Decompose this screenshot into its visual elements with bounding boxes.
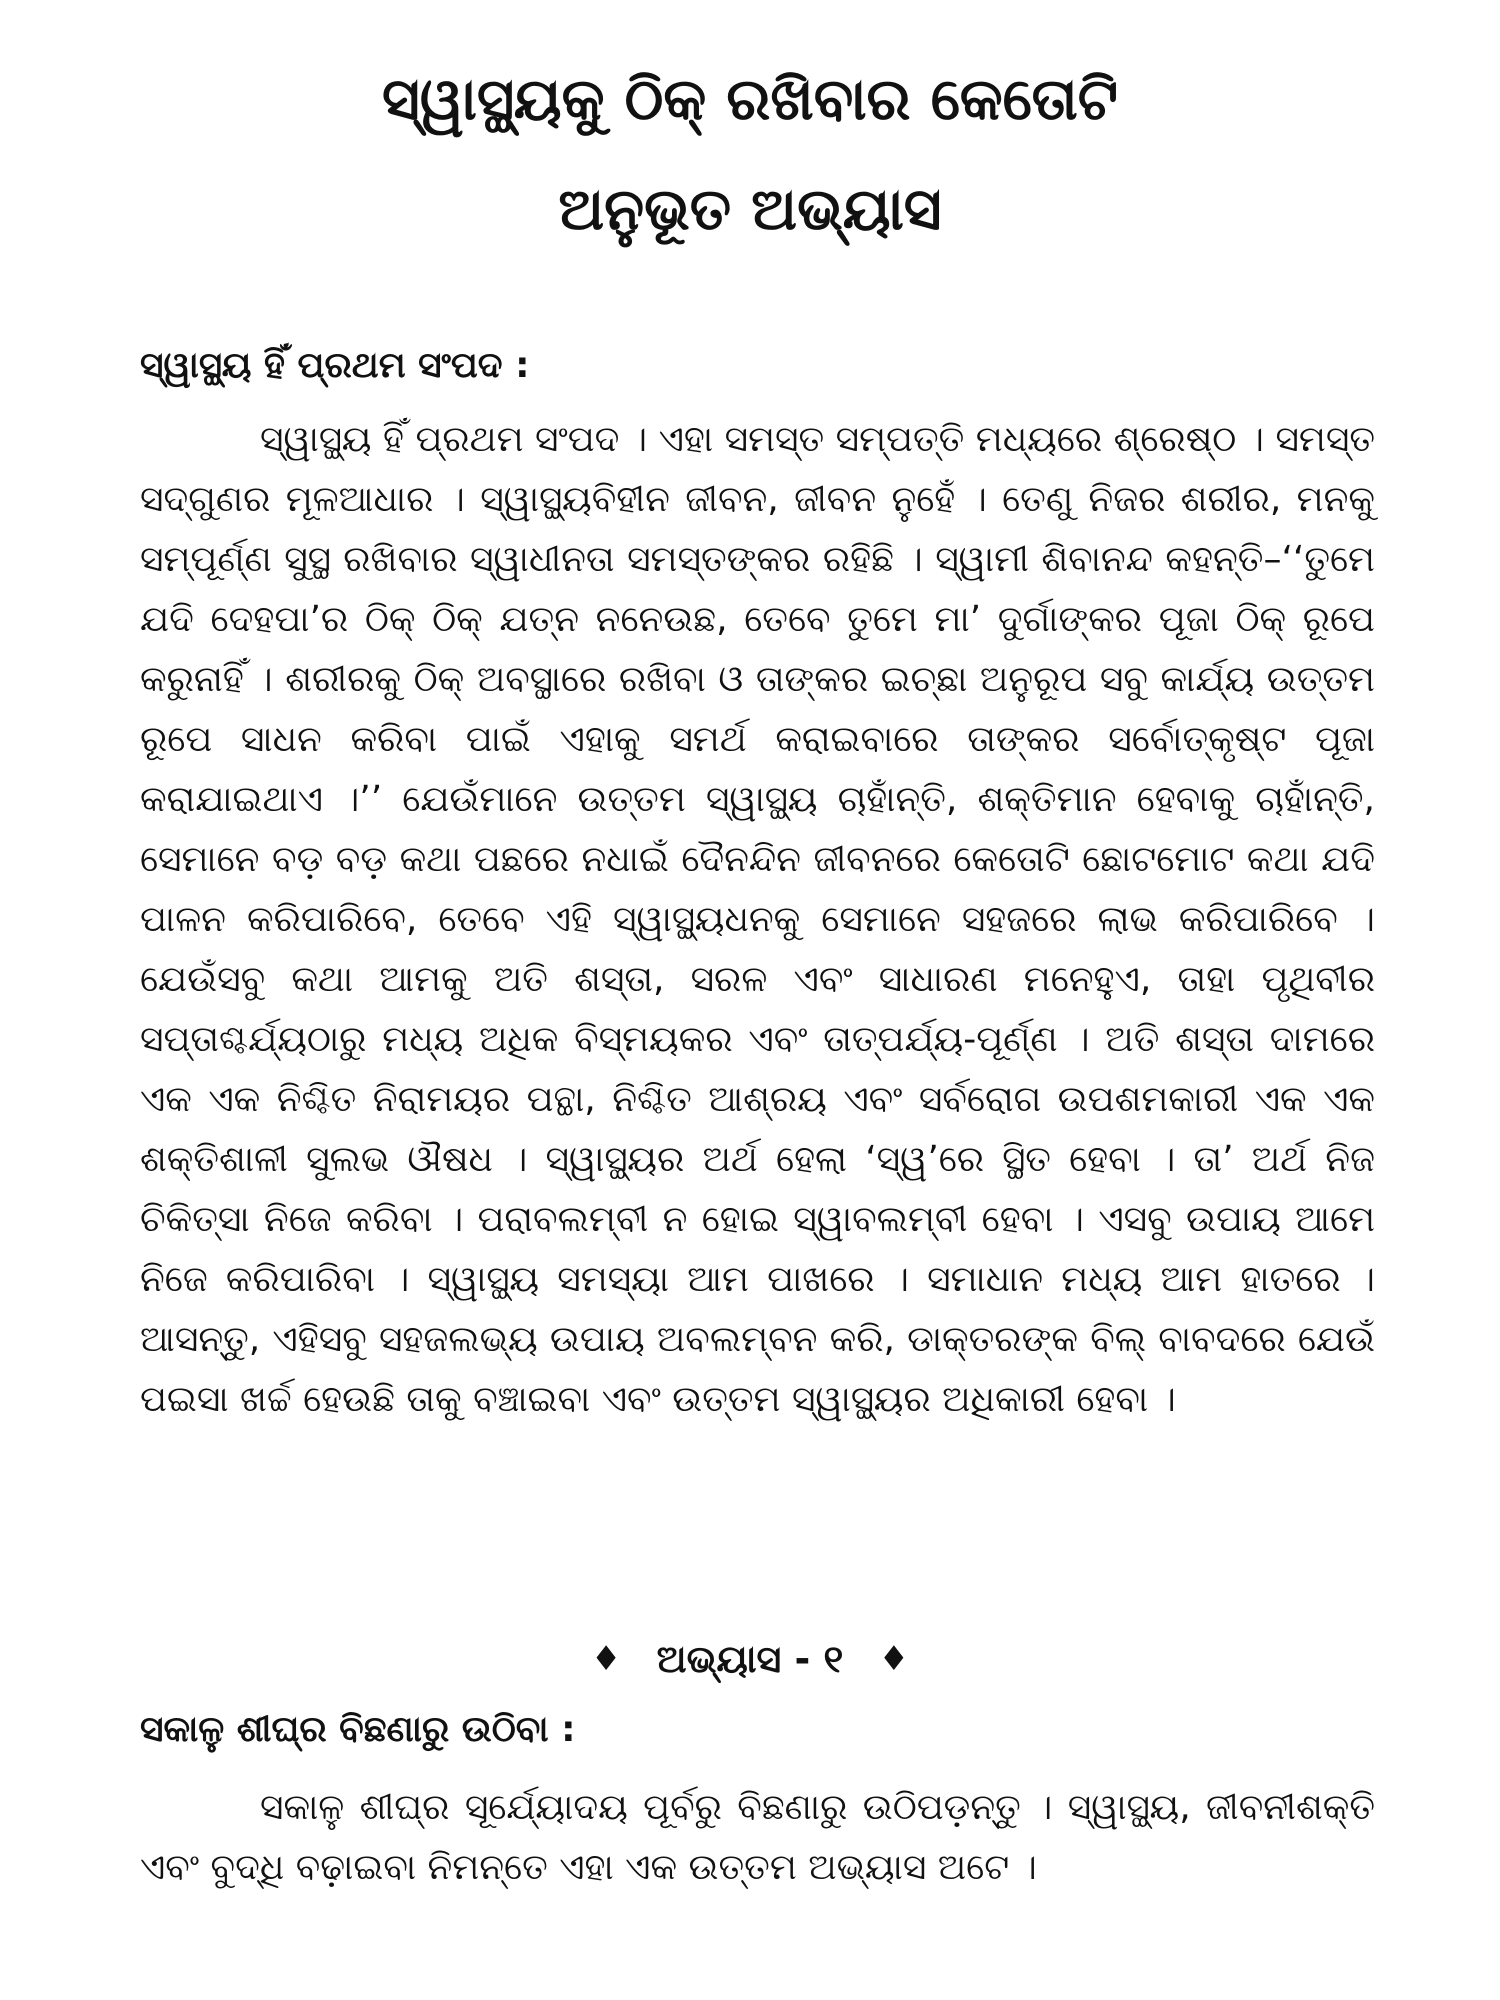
practice-marker-label: ଅଭ୍ୟାସ - ୧ — [656, 1636, 844, 1681]
page-title-line1: ସ୍ୱାସ୍ଥ୍ୟକୁ ଠିକ୍ ରଖିବାର କେତୋଟି — [382, 65, 1118, 133]
section-paragraph-wake-early: ସକାଳୁ ଶୀଘ୍ର ସୂର୍ଯ୍ୟୋଦୟ ପୂର୍ବରୁ ବିଛଣାରୁ ଉଠିପଡ଼ନ୍ତୁ । ସ୍ୱାସ୍ଥ୍ୟ, ଜୀବନୀଶକ୍ତି ଏବଂ ବୁଦ୍ଧି ବଢ଼ାଇବା ନିମନ୍ତେ ଏହା ଏକ ଉତ୍ତମ ଅଭ୍ୟାସ ଅଟେ । — [140, 1787, 1375, 1888]
diamond-right-icon: ♦ — [878, 1638, 910, 1679]
section-heading-wake-early: ସକାଳୁ ଶୀଘ୍ର ବିଛଣାରୁ ଉଠିବା : — [140, 1709, 576, 1750]
practice-marker — [0, 1636, 1500, 1681]
page-title-line2: ଅନୁଭୂତ ଅଭ୍ୟାସ — [558, 175, 942, 243]
section-paragraph-health-wealth: ସ୍ୱାସ୍ଥ୍ୟ ହିଁ ପ୍ରଥମ ସଂପଦ । ଏହା ସମସ୍ତ ସମ୍ପତ୍ତି ମଧ୍ୟରେ ଶ୍ରେଷ୍ଠ । ସମସ୍ତ ସଦ୍‌ଗୁଣର ମୂଳଆଧାର । ସ୍ୱାସ୍ଥ୍ୟବିହୀନ ଜୀବନ, ଜୀବନ ନୁହେଁ । ତେଣୁ ନିଜର ଶରୀର, ମନକୁ ସମ୍ପୂର୍ଣ୍ଣ ସୁସ୍ଥ ରଖିବାର ସ୍ୱାଧୀନତା ସମସ୍ତଙ୍କର ରହିଛି । ସ୍ୱାମୀ ଶିବାନନ୍ଦ କହନ୍ତି–‘‘ତୁମେ ଯଦି ଦେହପା’ର ଠିକ୍ ଠିକ୍ ଯତ୍ନ ନନେଉଛ, ତେବେ ତୁମେ ମା’ ଦୁର୍ଗାଙ୍କର ପୂଜା ଠିକ୍ ରୂପେ କରୁନାହିଁ । ଶରୀରକୁ ଠିକ୍ ଅବସ୍ଥାରେ ରଖିବା ଓ ତାଙ୍କର ଇଚ୍ଛା ଅନୁରୂପ ସବୁ କାର୍ଯ୍ୟ ଉତ୍ତମ ରୂପେ ସାଧନ କରିବା ପାଇଁ ଏହାକୁ ସମର୍ଥ କରାଇବାରେ ତାଙ୍କର ସର୍ବୋତ୍କୃଷ୍ଟ ପୂଜା କରାଯାଇଥାଏ ।’’ ଯେଉଁମାନେ ଉତ୍ତମ ସ୍ୱାସ୍ଥ୍ୟ ଚାହାଁନ୍ତି, ଶକ୍ତିମାନ ହେବାକୁ ଚାହାଁନ୍ତି, ସେମାନେ ବଡ଼ ବଡ଼ କଥା ପଛରେ ନଧାଇଁ ଦୈନନ୍ଦିନ ଜୀବନରେ କେତୋଟି ଛୋଟମୋଟ କଥା ଯଦି ପାଳନ କରିପାରିବେ, ତେବେ ଏହି ସ୍ୱାସ୍ଥ୍ୟଧନକୁ ସେମାନେ ସହଜରେ ଲାଭ କରିପାରିବେ । ଯେଉଁସବୁ କଥା ଆମକୁ ଅତି ଶସ୍ତା, ସରଳ ଏବଂ ସାଧାରଣ ମନେହୁଏ, ତାହା ପୃଥିବୀର ସପ୍ତାଶ୍ଚର୍ଯ୍ୟଠାରୁ ମଧ୍ୟ ଅଧିକ ବିସ୍ମୟକର ଏବଂ ତାତ୍ପର୍ଯ୍ୟ-ପୂର୍ଣ୍ଣ । ଅତି ଶସ୍ତା ଦାମରେ ଏକ ଏକ ନିଶ୍ଚିତ ନିରାମୟର ପନ୍ଥା, ନିଶ୍ଚିତ ଆଶ୍ରୟ ଏବଂ ସର୍ବରୋଗ ଉପଶମକାରୀ ଏକ ଏକ ଶକ୍ତିଶାଳୀ ସୁଲଭ ଔଷଧ । ସ୍ୱାସ୍ଥ୍ୟର ଅର୍ଥ ହେଲା ‘ସ୍ୱ’ରେ ସ୍ଥିତ ହେବା । ତା’ ଅର୍ଥ ନିଜ ଚିକିତ୍ସା ନିଜେ କରିବା । ପରାବଲମ୍ବୀ ନ ହୋଇ ସ୍ୱାବଲମ୍ବୀ ହେବା । ଏସବୁ ଉପାୟ ଆମେ ନିଜେ କରିପାରିବା । ସ୍ୱାସ୍ଥ୍ୟ ସମସ୍ୟା ଆମ ପାଖରେ । ସମାଧାନ ମଧ୍ୟ ଆମ ହାତରେ । ଆସନ୍ତୁ, ଏହିସବୁ ସହଜଲଭ୍ୟ ଉପାୟ ଅବଲମ୍ବନ କରି, ଡାକ୍ତରଙ୍କ ବିଲ୍ ବାବଦରେ ଯେଉଁ ପଇସା ଖର୍ଚ୍ଚ ହେଉଛି ତାକୁ ବଞ୍ଚାଇବା ଏବଂ ଉତ୍ତମ ସ୍ୱାସ୍ଥ୍ୟର ଅଧିକାରୀ ହେବା । — [140, 419, 1375, 1420]
section-heading-health-wealth: ସ୍ୱାସ୍ଥ୍ୟ ହିଁ ପ୍ରଥମ ସଂପଦ : — [140, 345, 530, 386]
diamond-left-icon: ♦ — [590, 1638, 622, 1679]
